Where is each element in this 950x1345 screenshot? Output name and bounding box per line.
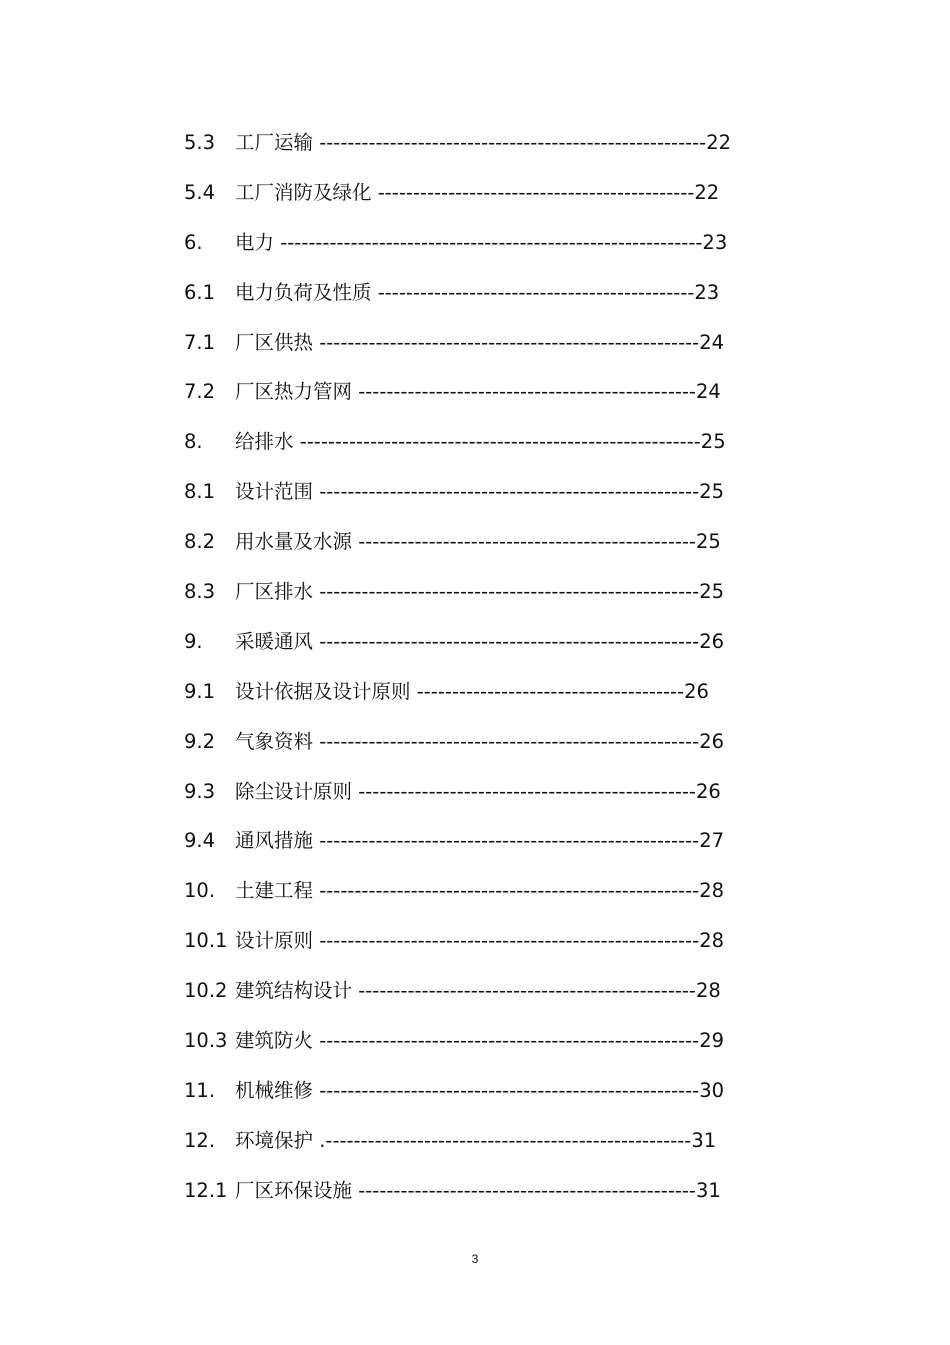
toc-entry [184, 473, 744, 523]
toc-entry-number: 9.2 [184, 729, 216, 753]
toc-entry-page: 24 [695, 380, 721, 404]
toc-entry-leader: --------------------------------------------- [371, 280, 695, 304]
toc-entry-leader: ------------------------------------------------ [352, 380, 696, 404]
toc-entry-title: 设计原则 [235, 929, 314, 953]
toc-entry-number: 5.3 [184, 131, 216, 154]
toc-entry [184, 174, 744, 224]
toc-entry-number: 7.1 [184, 330, 216, 354]
toc-entry-number: 9.1 [184, 679, 216, 703]
toc-entry-page: 29 [699, 1029, 725, 1053]
toc-entry-page: 23 [694, 280, 720, 304]
toc-entry-leader: ------------------------------------------------ [352, 779, 696, 803]
toc-entry-page: 25 [695, 530, 721, 554]
toc-entry-number: 11. [184, 1078, 216, 1102]
toc-entry-title: 建筑结构设计 [235, 979, 353, 1003]
toc-entry-page: 26 [699, 629, 725, 653]
toc-entry-title: 环境保护 [235, 1128, 314, 1152]
toc-entry [184, 523, 744, 573]
toc-entry-number: 8.2 [184, 530, 216, 554]
toc-entry-title: 土建工程 [235, 879, 314, 903]
toc-entry-page: 30 [699, 1078, 725, 1102]
toc-entry-page: 28 [699, 879, 725, 903]
toc-entry-leader: ------------------------------------------------------------ [274, 230, 703, 254]
toc-entry-number: 6.1 [184, 280, 216, 304]
toc-entry-title: 建筑防火 [235, 1029, 314, 1053]
toc-entry [184, 423, 744, 473]
table-of-contents [184, 124, 744, 1222]
toc-entry-number: 8. [184, 430, 203, 454]
toc-entry-page: 24 [699, 330, 725, 354]
toc-entry-leader: ------------------------------------------------------ [313, 480, 700, 504]
toc-entry-page: 31 [695, 1178, 721, 1202]
toc-entry-page: 25 [699, 480, 725, 504]
toc-entry-leader: ------------------------------------------------------ [313, 1029, 700, 1053]
toc-entry-page: 22 [706, 131, 732, 154]
toc-entry-leader: ------------------------------------------------------ [313, 1078, 700, 1102]
toc-entry [184, 822, 744, 872]
toc-entry-number: 12.1 [184, 1178, 228, 1202]
toc-entry [184, 324, 744, 374]
toc-entry-page: 22 [694, 180, 720, 204]
toc-entry-leader: ------------------------------------------------ [352, 1178, 696, 1202]
toc-entry-number: 8.3 [184, 580, 216, 604]
toc-entry-leader: ------------------------------------------------------- [313, 131, 707, 154]
toc-entry-title: 设计范围 [235, 480, 314, 504]
toc-entry-number: 9.4 [184, 829, 216, 853]
toc-entry-title: 厂区排水 [235, 580, 314, 604]
toc-entry-number: 6. [184, 230, 203, 254]
toc-entry-page: 28 [699, 929, 725, 953]
toc-entry [184, 1122, 744, 1172]
page-number: 3 [471, 1252, 479, 1266]
toc-entry-leader: --------------------------------------------------------- [293, 430, 701, 454]
toc-entry-title: 用水量及水源 [235, 530, 353, 554]
toc-entry-number: 10.1 [184, 929, 228, 953]
toc-entry-page: 26 [699, 729, 725, 753]
toc-entry-number: 10. [184, 879, 216, 903]
toc-entry-number: 12. [184, 1128, 216, 1152]
toc-entry [184, 773, 744, 823]
toc-entry-page: 28 [695, 979, 721, 1003]
toc-entry-leader: ------------------------------------------------------ [313, 330, 700, 354]
toc-entry-page: 27 [699, 829, 725, 853]
toc-entry-number: 9.3 [184, 779, 216, 803]
toc-entry-leader: ------------------------------------------------------ [313, 729, 700, 753]
toc-entry-leader: ------------------------------------------------------ [313, 629, 700, 653]
toc-entry-leader: ------------------------------------------------------ [313, 580, 700, 604]
toc-entry-title: 工厂运输 [235, 131, 314, 154]
toc-entry [184, 972, 744, 1022]
toc-entry-title: 设计依据及设计原则 [235, 679, 411, 703]
toc-entry-leader: --------------------------------------------- [371, 180, 695, 204]
toc-entry-title: 机械维修 [235, 1078, 314, 1102]
toc-entry-number: 5.4 [184, 180, 216, 204]
toc-entry-leader: -------------------------------------- [410, 679, 685, 703]
toc-entry [184, 623, 744, 673]
toc-entry-number: 10.3 [184, 1029, 228, 1053]
toc-entry-page: 31 [691, 1128, 717, 1152]
toc-entry-page: 25 [700, 430, 726, 454]
toc-entry [184, 224, 744, 274]
toc-entry-title: 除尘设计原则 [235, 779, 353, 803]
toc-entry-title: 电力负荷及性质 [235, 280, 372, 304]
toc-entry [184, 274, 744, 324]
toc-entry-page: 25 [699, 580, 725, 604]
toc-entry-title: 厂区供热 [235, 330, 314, 354]
toc-entry-number: 10.2 [184, 979, 228, 1003]
toc-entry-title: 厂区环保设施 [235, 1178, 353, 1202]
toc-entry-title: 工厂消防及绿化 [235, 180, 372, 204]
toc-entry-leader: ------------------------------------------------------ [313, 829, 700, 853]
toc-entry-leader: ------------------------------------------------------ [313, 879, 700, 903]
toc-entry-leader: .---------------------------------------------------- [313, 1128, 692, 1152]
toc-entry [184, 373, 744, 423]
toc-entry-page: 26 [695, 779, 721, 803]
toc-entry [184, 1072, 744, 1122]
toc-entry-leader: ------------------------------------------------------ [313, 929, 700, 953]
toc-entry-page: 23 [702, 230, 728, 254]
toc-entry [184, 673, 744, 723]
toc-entry-page: 26 [684, 679, 709, 703]
toc-entry-number: 7.2 [184, 380, 216, 404]
toc-entry [184, 723, 744, 773]
toc-entry [184, 124, 744, 174]
toc-entry-number: 8.1 [184, 480, 216, 504]
toc-entry-number: 9. [184, 629, 203, 653]
toc-entry-title: 气象资料 [235, 729, 314, 753]
toc-entry-title: 采暖通风 [235, 629, 314, 653]
toc-entry [184, 1022, 744, 1072]
toc-entry [184, 1172, 744, 1222]
toc-entry-title: 厂区热力管网 [235, 380, 353, 404]
toc-entry [184, 573, 744, 623]
toc-entry-title: 通风措施 [235, 829, 314, 853]
toc-entry-leader: ------------------------------------------------ [352, 530, 696, 554]
toc-entry-title: 给排水 [235, 430, 294, 454]
toc-entry [184, 922, 744, 972]
toc-entry [184, 872, 744, 922]
toc-entry-title: 电力 [235, 230, 275, 254]
toc-entry-leader: ------------------------------------------------ [352, 979, 696, 1003]
